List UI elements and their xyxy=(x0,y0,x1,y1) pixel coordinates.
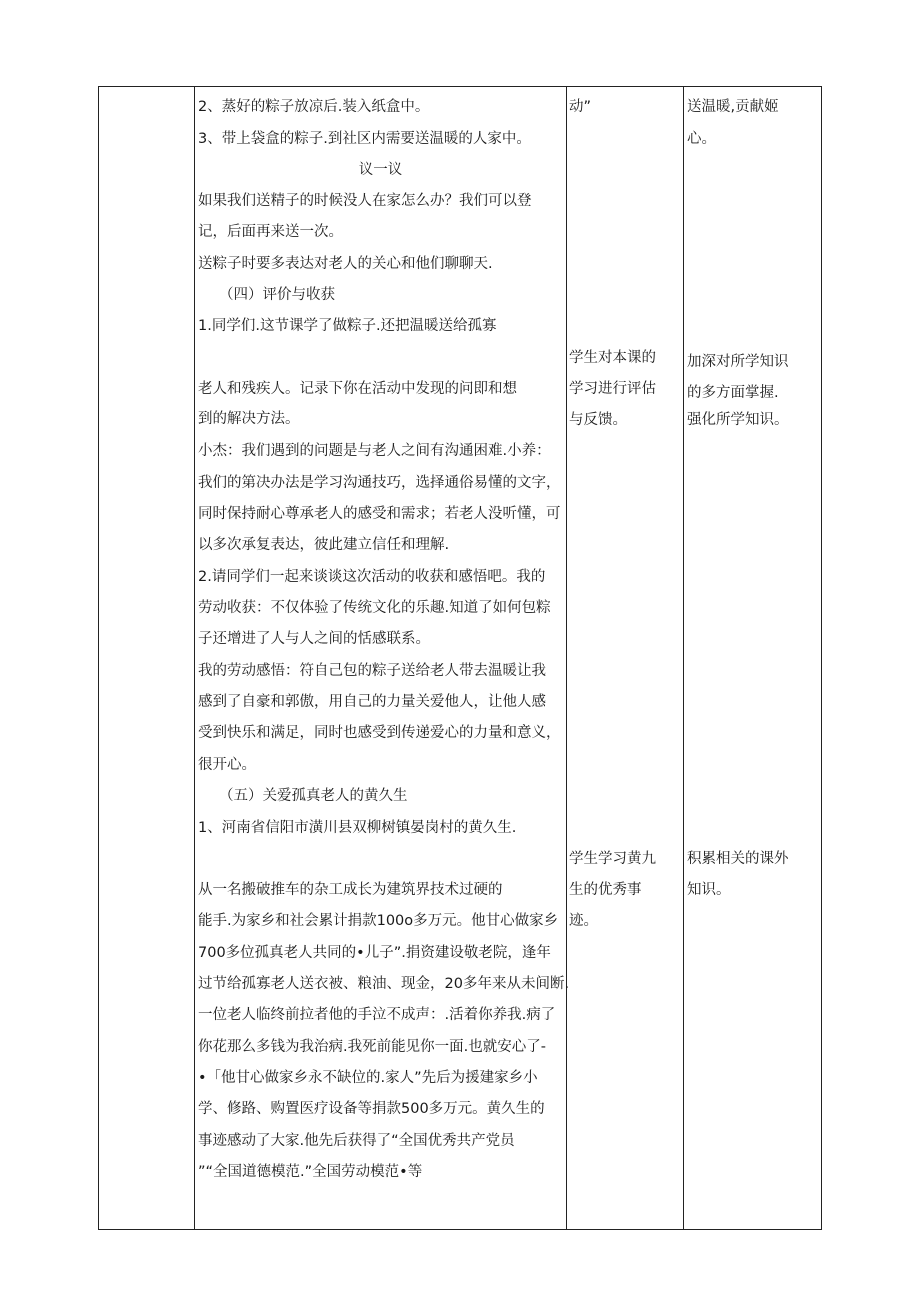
step-2-line: 2、蒸好的粽子放凉后.装入纸盒中。 xyxy=(198,99,430,115)
text-line: 的多方面掌握. xyxy=(687,385,779,401)
text-line: 受到快乐和满足，同时也感受到传递爱心的力量和意义， xyxy=(198,725,561,741)
text-line: 很开心。 xyxy=(198,757,256,773)
text-line: 如果我们送精子的时候没人在家怎么办？我们可以登 xyxy=(198,193,532,209)
text-line: 学、修路、购置医疗设备等捐款500多万元。黄久生的 xyxy=(198,1101,545,1117)
text-line: 记，后面再来送一次。 xyxy=(198,224,343,240)
text-line: 能手.为家乡和社会累计捐款100o多万元。他甘心做家乡 xyxy=(198,913,559,929)
design-intent-cell xyxy=(684,87,822,1230)
text-line: 强化所学知识。 xyxy=(687,412,789,428)
text-line: 感到了自豪和郭傲，用自己的力量关爱他人，让他人感 xyxy=(198,694,546,710)
lesson-plan-table xyxy=(98,86,822,1230)
text-line: 子还增进了人与人之间的恬感联系。 xyxy=(198,631,430,647)
text-line: 1、河南省信阳市潢川县双柳树镇晏岗村的黄久生. xyxy=(198,820,517,836)
text-line: 同时保持耐心尊承老人的感受和需求；若老人没听懂，可 xyxy=(198,506,561,522)
text-line: 我的劳动感悟：符自己包的粽子送给老人带去温暖让我 xyxy=(198,663,546,679)
section-5-heading: （五）关爱孤真老人的黄久生 xyxy=(219,788,408,804)
activity-content-cell xyxy=(195,87,570,1230)
table-row xyxy=(99,87,822,1230)
text-line: 加深对所学知识 xyxy=(687,354,789,370)
text-line: 学生对本课的 xyxy=(569,350,656,366)
text-line: 过节给孤寡老人送衣被、粮油、现金，20多年来从未间断. xyxy=(198,976,570,992)
text-line: 1.同学们.这节课学了做粽子.还把温暖送给孤寡 xyxy=(198,318,497,334)
text-line: 小杰：我们遇到的问题是与老人之间有沟通困难.小养： xyxy=(198,443,551,459)
text-line: 动” xyxy=(569,99,592,115)
stage-column-cell xyxy=(99,87,195,1230)
discuss-heading: 议一议 xyxy=(358,162,403,178)
text-line: 你花那么多钱为我治病.我死前能见你一面.也就安心了- xyxy=(198,1039,546,1055)
text-line: 学习进行评估 xyxy=(569,381,656,397)
section-4-heading: （四）评价与收获 xyxy=(219,287,335,303)
text-line: 老人和残疾人。记录下你在活动中发现的问即和想 xyxy=(198,381,517,397)
text-line: 以多次承复表达，彼此建立信任和理解. xyxy=(198,537,450,553)
text-line: 送粽子时要多表达对老人的关心和他们聊聊天. xyxy=(198,256,493,272)
text-line: 700多位孤真老人共同的•儿子”.捐资建设敬老院，逢年 xyxy=(198,945,551,961)
text-line: 与反馈。 xyxy=(569,412,627,428)
text-line: 2.请同学们一起来谈谈这次活动的收获和感悟吧。我的 xyxy=(198,569,546,585)
text-line: 心。 xyxy=(687,131,716,147)
text-line: 事迹感动了大家.他先后获得了“全国优秀共产党员 xyxy=(198,1133,515,1149)
text-line: ”“全国道德模范.”全国劳动模范•等 xyxy=(198,1164,423,1180)
text-line: 劳动收获：不仅体验了传统文化的乐趣.知道了如何包粽 xyxy=(198,600,551,616)
text-line: 从一名搬破推车的杂工成长为建筑界技术过硬的 xyxy=(198,882,503,898)
text-line: 生的优秀事 xyxy=(569,882,642,898)
step-3-line: 3、带上袋盒的粽子.到社区内需要送温暖的人家中。 xyxy=(198,131,531,147)
text-line: •「他甘心做家乡永不缺位的.家人”先后为援建家乡小 xyxy=(198,1070,538,1086)
text-line: 学生学习黄九 xyxy=(569,851,656,867)
text-line: 到的解决方法。 xyxy=(198,411,300,427)
text-line: 一位老人临终前拉者他的手泣不成声：.活着你养我.病了 xyxy=(198,1007,556,1023)
text-line: 我们的第决办法是学习沟通技巧，选择通俗易懂的文字， xyxy=(198,475,561,491)
text-line: 送温暖,贡献姬 xyxy=(687,99,779,115)
text-line: 知识。 xyxy=(687,882,731,898)
student-activity-cell xyxy=(567,87,684,1230)
text-line: 积累相关的课外 xyxy=(687,851,789,867)
text-line: 迹。 xyxy=(569,913,598,929)
